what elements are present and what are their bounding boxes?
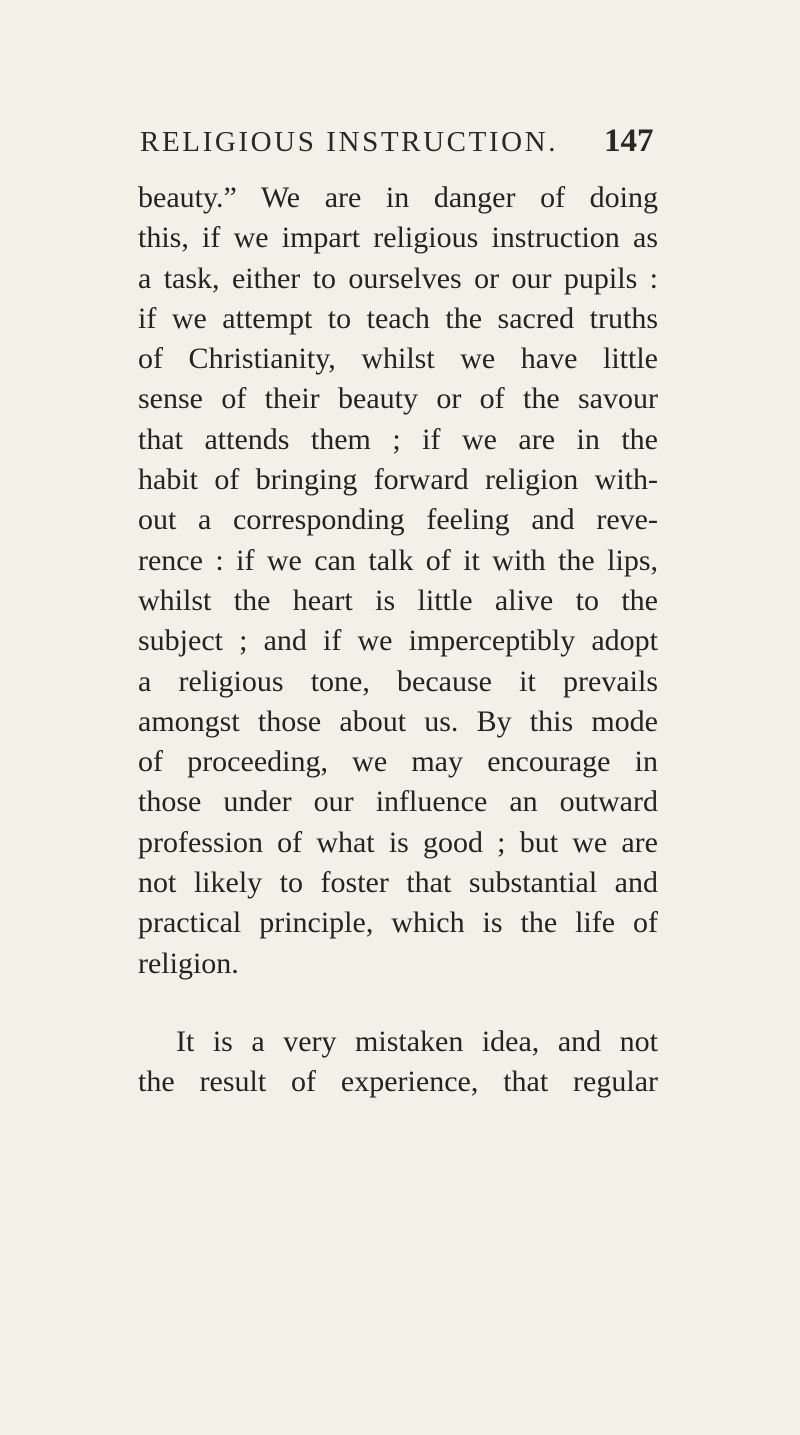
text-line: the result of experience, that regular [138, 1065, 658, 1099]
text-line: a task, either to ourselves or our pupils : [138, 261, 658, 295]
paragraph-gap [138, 984, 658, 1022]
text-line: this, if we impart religious instruction as [138, 221, 658, 255]
text-line: profession of what is good ; but we are [138, 825, 658, 859]
text-line: It is a very mistaken idea, and not [176, 1024, 658, 1058]
text-line: practical principle, which is the life of [138, 906, 658, 940]
text-line: habit of bringing forward religion with- [138, 463, 658, 497]
text-line: sense of their beauty or of the savour [138, 382, 658, 416]
text-line: beauty.” We are in danger of doing [138, 181, 658, 214]
running-title: RELIGIOUS INSTRUCTION. [140, 126, 559, 158]
text-line: amongst those about us. By this mode [138, 704, 658, 738]
paragraph [138, 1022, 658, 1103]
body-text [138, 178, 658, 1103]
text-line: rence : if we can talk of it with the lips, [138, 543, 658, 577]
text-line: religion. [138, 946, 239, 980]
page-header [0, 123, 800, 166]
paragraph [138, 178, 658, 984]
text-line: not likely to foster that substantial and [138, 866, 658, 900]
text-line: of proceeding, we may encourage in [138, 745, 658, 779]
text-line: of Christianity, whilst we have little [138, 342, 658, 376]
text-line: a religious tone, because it prevails [138, 664, 658, 698]
page-number: 147 [604, 123, 654, 159]
text-line: that attends them ; if we are in the [138, 422, 658, 456]
text-line: subject ; and if we imperceptibly adopt [138, 624, 658, 658]
text-line: those under our influence an outward [138, 785, 658, 819]
text-line: out a corresponding feeling and reve- [138, 503, 658, 537]
text-line: whilst the heart is little alive to the [138, 583, 658, 617]
text-line: if we attempt to teach the sacred truths [138, 301, 658, 335]
